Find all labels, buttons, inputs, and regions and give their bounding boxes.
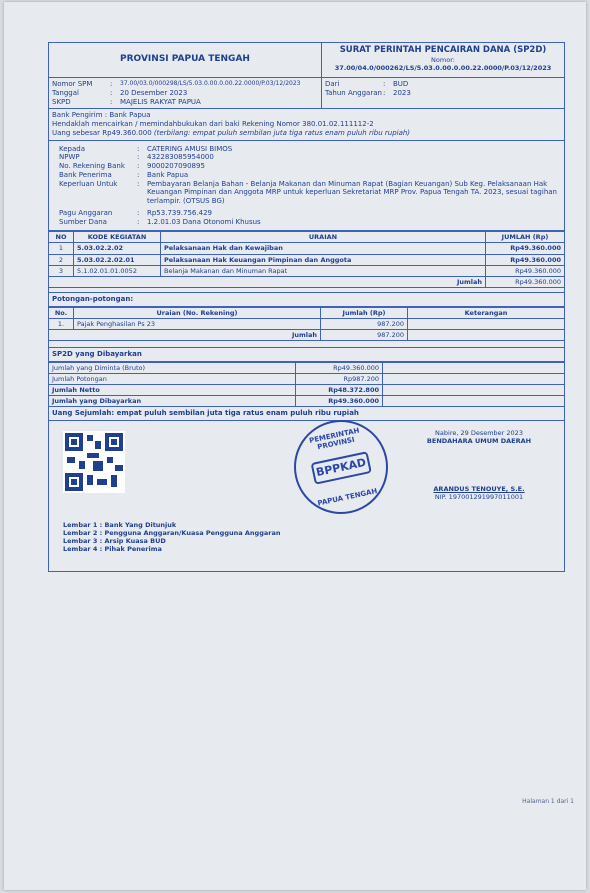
- sign-name: ARANDUS TENOUYE, S.E.: [433, 485, 525, 494]
- sp2d-summary-table: [49, 362, 564, 408]
- kegiatan-table: [49, 231, 564, 288]
- uang-sejumlah: Uang Sejumlah: empat puluh sembilan juta tiga ratus enam puluh ribu rupiah: [49, 407, 564, 421]
- table-row: Jumlah yang Diminta (Bruto) Rp49.360.000: [49, 362, 564, 373]
- bank-pengirim: Bank Pengirim : Bank Papua: [52, 111, 151, 120]
- col-jumlah: JUMLAH (Rp): [486, 232, 565, 243]
- list-item: Lembar 3 : Arsip Kuasa BUD: [63, 537, 166, 546]
- bank-instruction: [49, 109, 564, 140]
- potongan-total-row: Jumlah 987.200: [49, 329, 564, 340]
- stamp-center-text: BPPKAD: [311, 451, 372, 485]
- col-kode: KODE KEGIATAN: [74, 232, 161, 243]
- table-row: Jumlah Netto Rp48.372.800: [49, 385, 564, 396]
- sign-nip: NIP. 197001291997011001: [434, 493, 524, 502]
- meta-left: [49, 78, 322, 108]
- list-item: Lembar 2 : Pengguna Anggaran/Kuasa Pengguna Anggaran: [63, 529, 281, 538]
- lembar-list: [63, 521, 280, 554]
- sp2d-title: SURAT PERINTAH PENCAIRAN DANA (SP2D): [339, 45, 547, 55]
- meta-row: [49, 78, 564, 109]
- col-uraian: URAIAN: [161, 232, 486, 243]
- document-page: [4, 2, 586, 890]
- qr-code-icon: [63, 431, 125, 493]
- page-number: Halaman 1 dari 1: [522, 798, 574, 805]
- sp2d-dibayarkan-title: SP2D yang Dibayarkan: [49, 347, 564, 362]
- list-item: Lembar 4 : Pihak Penerima: [63, 545, 162, 554]
- stamp-bottom-text: PAPUA TENGAH: [316, 487, 379, 508]
- stamp-top-text: PEMERINTAH PROVINSI: [308, 426, 361, 452]
- sp2d-title-box: [322, 43, 564, 77]
- table-row: 3 5.1.02.01.01.0052 Belanja Makanan dan Minuman Rapat Rp49.360.000: [49, 265, 564, 276]
- col-no: NO: [49, 232, 74, 243]
- tanggal: Tanggal : 20 Desember 2023: [52, 88, 188, 97]
- province-title: PROVINSI PAPUA TENGAH: [49, 43, 322, 77]
- dari: Dari : BUD: [325, 80, 409, 88]
- table-row: Jumlah yang Dibayarkan Rp49.360.000: [49, 396, 564, 407]
- sumber-dana: Sumber Dana : 1.2.01.03 Dana Otonomi Khusus: [59, 217, 261, 226]
- bank-penerima: Bank Penerima : Bank Papua: [59, 170, 189, 179]
- signature-block: [399, 429, 559, 502]
- nomor-label: Nomor:: [431, 55, 455, 64]
- table-row: 2 5.03.02.2.02.01 Pelaksanaan Hak Keuangan Pimpinan dan Anggota Rp49.360.000: [49, 254, 564, 265]
- potongan-header-row: No. Uraian (No. Rekening) Jumlah (Rp) Keterangan: [49, 307, 564, 318]
- pagu-anggaran: Pagu Anggaran : Rp53.739.756.429: [59, 208, 212, 217]
- header-row: [49, 43, 564, 78]
- kegiatan-total-row: Jumlah Rp49.360.000: [49, 276, 564, 287]
- potongan-table: [49, 307, 564, 341]
- sign-place-date: Nabire, 29 Desember 2023: [435, 429, 523, 437]
- keperluan: Keperluan Untuk : Pembayaran Belanja Bahan - Belanja Makanan dan Minuman Rapat (Bagian Keuangan) Sub Keg. Pelaksanaan Hak Keuangan Pimpinan dan Anggota MRP untuk keperluan Sekretariat MRP Prov. Papua Tengah TA. 2023, sesuai tagihan terlampir. (OTSUS BG): [59, 179, 557, 205]
- instruksi: Hendaklah mencairkan / memindahbukukan dari baki Rekening Nomor 380.01.02.111112-2: [52, 120, 374, 128]
- potongan-title: Potongan-potongan:: [49, 292, 564, 307]
- kegiatan-header-row: [49, 232, 564, 243]
- sign-role: BENDAHARA UMUM DAERAH: [426, 437, 532, 446]
- nomor-spm: Nomor SPM : 37.00/03.0/000298/LS/5.03.0.00.0.00.22.0000/P.03/12/2023: [52, 80, 301, 88]
- table-row: 1 5.03.02.2.02 Pelaksanaan Hak dan Kewajiban Rp49.360.000: [49, 243, 564, 254]
- table-row: 1. Pajak Penghasilan Ps 23 987.200: [49, 318, 564, 329]
- table-row: Jumlah Potongan Rp987.200: [49, 373, 564, 384]
- no-rekening: No. Rekening Bank : 9000207090895: [59, 162, 205, 170]
- uang-sebesar: Uang sebesar Rp49.360.000 (terbilang: empat puluh sembilan juta tiga ratus enam puluh ribu rupiah): [52, 128, 411, 137]
- meta-right: [322, 78, 564, 108]
- npwp: NPWP : 432283085954000: [59, 153, 214, 162]
- list-item: Lembar 1 : Bank Yang Ditunjuk: [63, 521, 177, 529]
- skpd: SKPD : MAJELIS RAKYAT PAPUA: [52, 97, 201, 106]
- kepada: Kepada : CATERING AMUSI BIMOS: [59, 144, 233, 153]
- penerima-section: [49, 141, 564, 232]
- tahun-anggaran: Tahun Anggaran : 2023: [325, 88, 411, 97]
- sp2d-number: 37.00/04.0/000262/LS/5.03.0.00.0.00.22.0000/P.03/12/2023: [334, 63, 552, 72]
